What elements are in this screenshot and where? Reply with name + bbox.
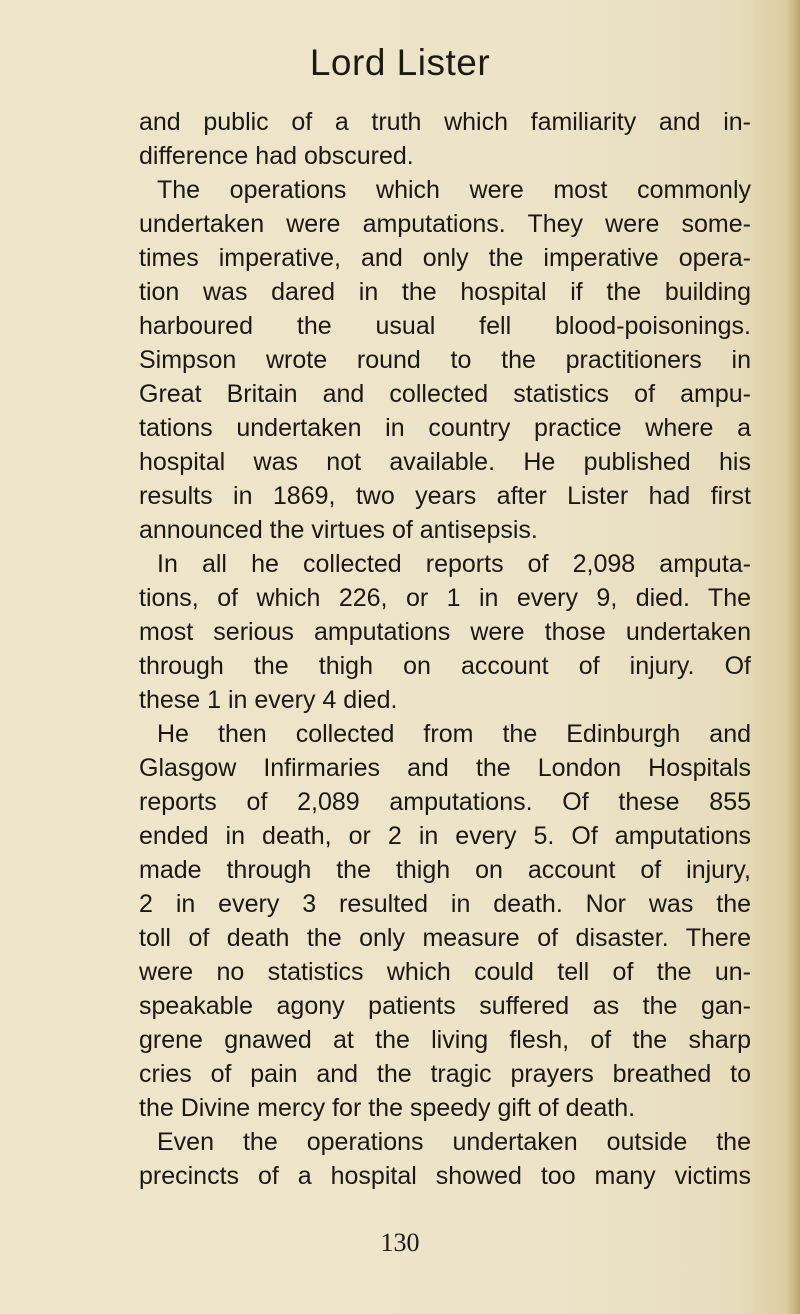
text-line: times imperative, and only the imperative opera- <box>139 244 751 272</box>
text-line: announced the virtues of antisepsis. <box>139 516 538 544</box>
text-line: and public of a truth which familiarity and in- <box>139 108 751 136</box>
text-line: toll of death the only measure of disaster. There <box>139 924 751 952</box>
text-line: hospital was not available. He published his <box>139 448 751 476</box>
text-line: made through the thigh on account of injury, <box>139 856 751 884</box>
page-number: 130 <box>380 1228 420 1257</box>
text-line: were no statistics which could tell of the un- <box>139 958 751 986</box>
text-line: 2 in every 3 resulted in death. Nor was the <box>139 890 751 918</box>
text-line: Glasgow Infirmaries and the London Hospitals <box>139 754 751 782</box>
text-line: Great Britain and collected statistics of ampu- <box>139 380 751 408</box>
text-line: undertaken were amputations. They were some- <box>139 210 751 238</box>
text-line: Simpson wrote round to the practitioners in <box>139 346 751 374</box>
text-line: grene gnawed at the living flesh, of the sharp <box>139 1026 751 1054</box>
text-line: tions, of which 226, or 1 in every 9, died. The <box>139 584 751 612</box>
text-line: through the thigh on account of injury. Of <box>139 652 751 680</box>
running-head: Lord Lister <box>309 42 491 83</box>
text-line: the Divine mercy for the speedy gift of death. <box>139 1094 636 1122</box>
text-line: ended in death, or 2 in every 5. Of amputations <box>139 822 751 850</box>
text-line: most serious amputations were those undertaken <box>139 618 751 646</box>
text-line: these 1 in every 4 died. <box>139 686 398 714</box>
text-line: harboured the usual fell blood-poisonings. <box>139 312 751 340</box>
body-text <box>139 105 751 1193</box>
text-line: cries of pain and the tragic prayers breathed to <box>139 1060 751 1088</box>
text-line: The operations which were most commonly <box>157 176 751 204</box>
page-edge-shadow <box>786 0 800 1314</box>
text-line: tion was dared in the hospital if the building <box>139 278 751 306</box>
text-line: reports of 2,089 amputations. Of these 855 <box>139 788 751 816</box>
text-line: difference had obscured. <box>139 142 414 170</box>
text-line: results in 1869, two years after Lister had first <box>139 482 751 510</box>
text-line: In all he collected reports of 2,098 amputa- <box>157 550 751 578</box>
text-line: tations undertaken in country practice where a <box>139 414 751 442</box>
text-line: speakable agony patients suffered as the gan- <box>139 992 751 1020</box>
text-line: precincts of a hospital showed too many victims <box>139 1162 751 1190</box>
text-line: He then collected from the Edinburgh and <box>157 720 751 748</box>
text-line: Even the operations undertaken outside the <box>157 1128 751 1156</box>
